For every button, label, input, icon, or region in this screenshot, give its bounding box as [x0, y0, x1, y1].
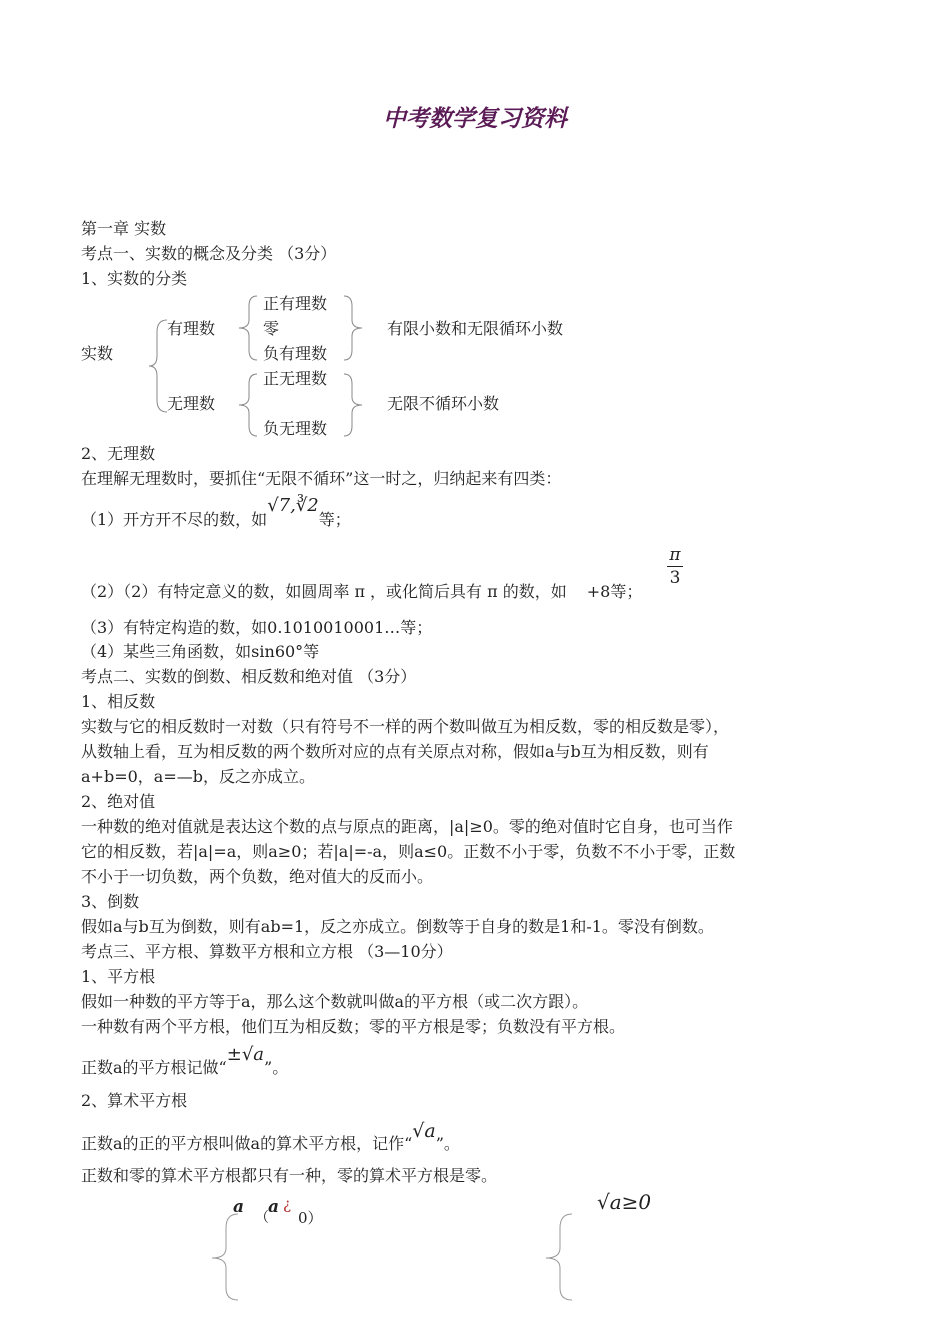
- irrational-item-3: （3）有特定构造的数，如0.1010010001…等；: [81, 618, 433, 637]
- case-left-brace: [206, 1212, 240, 1302]
- square-root-notation-suffix: ”。: [264, 1058, 289, 1077]
- left-brace-real: [145, 318, 169, 414]
- reciprocal-heading: 3、倒数: [81, 892, 140, 911]
- square-root-line-1: 假如一种数的平方等于a，那么这个数就叫做a的平方根（或二次方跟）。: [81, 992, 589, 1011]
- absolute-line-2: 它的相反数，若|a|=a，则a≥0；若|a|=-a，则a≤0。正数不小于零，负数不不小于零，正数: [81, 842, 736, 861]
- right-brace-rational: [342, 294, 366, 362]
- arith-root-line-2: 正数和零的算术平方根都只有一种，零的算术平方根是零。: [81, 1166, 498, 1185]
- absolute-line-1: 一种数的绝对值就是表达这个数的点与原点的距离，|a|≥0。零的绝对值时它自身，也可当作: [81, 817, 733, 836]
- reciprocal-line-1: 假如a与b互为倒数，则有ab=1，反之亦成立。倒数等于自身的数是1和-1。零没有倒数。: [81, 917, 714, 936]
- root-expression: √7,∛2: [267, 495, 319, 516]
- square-root-line-2: 一种数有两个平方根，他们互为相反数；零的平方根是零；负数没有平方根。: [81, 1017, 626, 1036]
- sqrt-nonnegative: √a≥0: [597, 1190, 652, 1214]
- opposite-heading: 1、相反数: [81, 692, 156, 711]
- case-a: a: [233, 1197, 245, 1217]
- case-right-brace: [540, 1212, 574, 1302]
- left-brace-rational: [235, 294, 259, 362]
- document-title: 中考数学复习资料: [383, 106, 567, 132]
- square-root-notation-line: [81, 1044, 289, 1080]
- irrational-item-1-text: （1）开方开不尽的数，如: [81, 510, 268, 529]
- case-glyph: ¿: [283, 1195, 292, 1213]
- arith-root-line-1: [81, 1120, 460, 1156]
- keypoint-1-heading: 考点一、实数的概念及分类 （3分）: [81, 244, 337, 263]
- classify-rational-desc: 有限小数和无限循环小数: [387, 319, 564, 338]
- classify-neg-rational: 负有理数: [263, 344, 328, 363]
- right-brace-irrational: [342, 372, 366, 438]
- classify-pos-rational: 正有理数: [263, 294, 328, 313]
- classify-irrational-desc: 无限不循环小数: [387, 394, 500, 413]
- opposite-line-1: 实数与它的相反数时一对数（只有符号不一样的两个数叫做互为相反数，零的相反数是零），: [81, 717, 730, 736]
- irrational-item-1-suffix: 等；: [318, 510, 351, 529]
- irrational-item-4: （4）某些三角函数，如sin60°等: [81, 642, 320, 661]
- arith-root-suffix: ”。: [435, 1134, 460, 1153]
- case-open-paren: （: [255, 1210, 269, 1226]
- keypoint-3-heading: 考点三、平方根、算数平方根和立方根 （3—10分）: [81, 942, 453, 961]
- square-root-heading: 1、平方根: [81, 967, 156, 986]
- irrational-item-2-text: （2）（2）有特定意义的数，如圆周率 π ，或化简后具有 π 的数，如: [81, 582, 567, 601]
- case-a2: a: [268, 1197, 280, 1217]
- left-brace-irrational: [235, 372, 259, 438]
- classify-real: 实数: [81, 344, 114, 363]
- classify-rational: 有理数: [167, 319, 216, 338]
- opposite-line-2: 从数轴上看，互为相反数的两个数所对应的点有关原点对称，假如a与b互为相反数，则有: [81, 742, 709, 761]
- classify-zero: 零: [263, 319, 280, 338]
- arith-root-text: 正数a的正的平方根叫做a的算术平方根，记作“: [81, 1134, 413, 1153]
- case-zero: 0）: [298, 1209, 323, 1227]
- irrational-item-2-suffix: +8等；: [586, 582, 643, 601]
- arith-root-heading: 2、算术平方根: [81, 1091, 188, 1110]
- irrational-intro: 在理解无理数时，要抓住“无限不循环”这一时之，归纳起来有四类：: [81, 469, 562, 488]
- plus-minus-root-a: ±√a: [226, 1044, 265, 1065]
- section-irrational: 2、无理数: [81, 444, 156, 463]
- irrational-item-1: [81, 495, 351, 532]
- chapter-heading: 第一章 实数: [81, 219, 167, 238]
- pi-fraction-denominator: 3: [669, 568, 681, 588]
- absolute-line-3: 不小于一切负数，两个负数，绝对值大的反而小。: [81, 867, 434, 886]
- keypoint-2-heading: 考点二、实数的倒数、相反数和绝对值 （3分）: [81, 667, 417, 686]
- classify-irrational: 无理数: [167, 394, 216, 413]
- classify-neg-irrational: 负无理数: [263, 419, 328, 438]
- irrational-item-2: [81, 580, 642, 604]
- absolute-heading: 2、绝对值: [81, 792, 156, 811]
- classify-pos-irrational: 正无理数: [263, 369, 328, 388]
- opposite-line-3: a+b=0，a=—b，反之亦成立。: [81, 767, 315, 786]
- root-a: √a: [412, 1120, 436, 1142]
- section-real-classification: 1、实数的分类: [81, 269, 188, 288]
- square-root-notation-text: 正数a的平方根记做“: [81, 1058, 227, 1077]
- pi-fraction-numerator: π: [669, 545, 681, 565]
